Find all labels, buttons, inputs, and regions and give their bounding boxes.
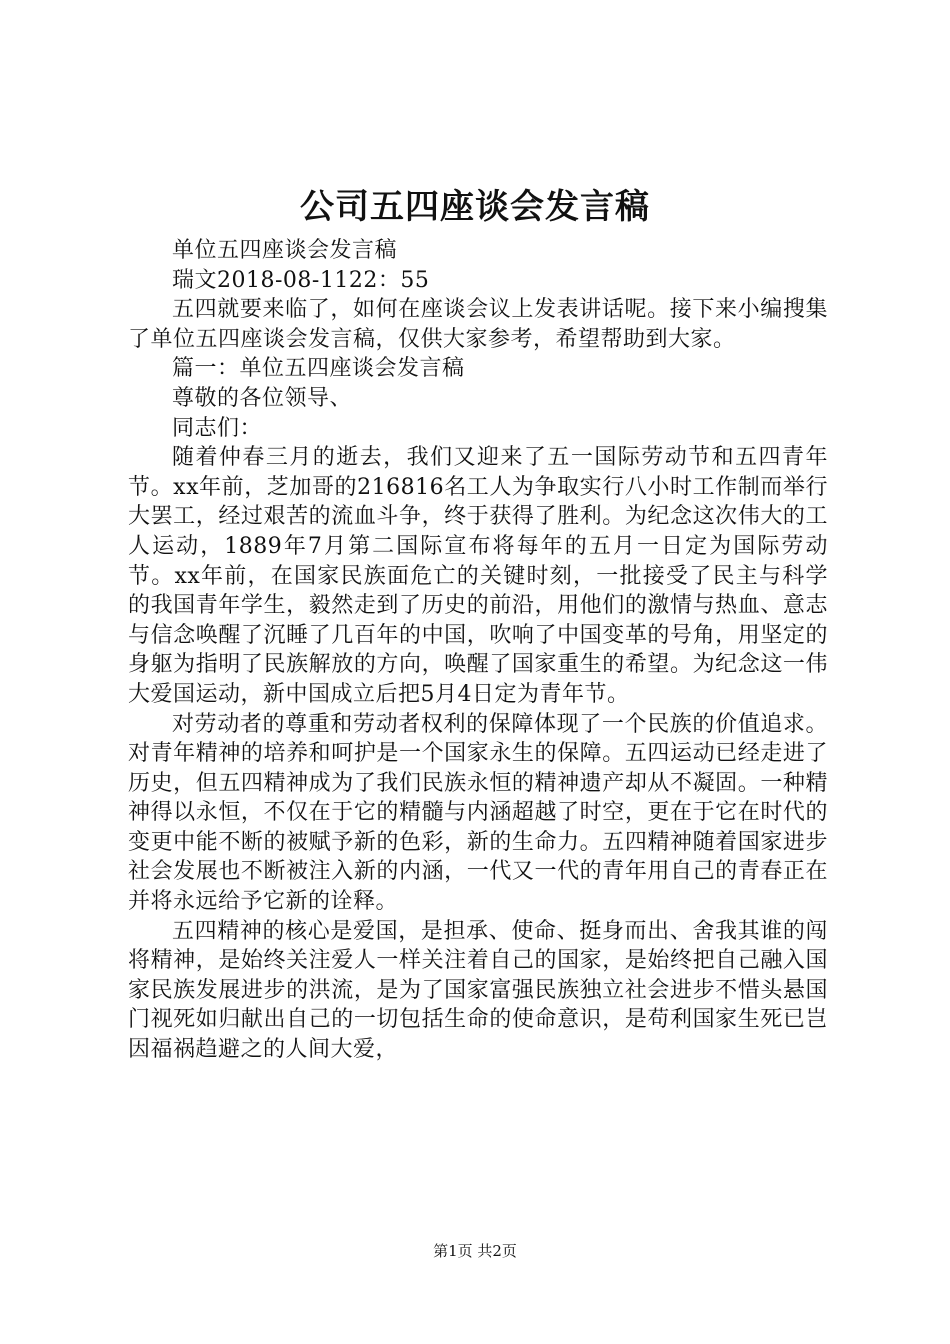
section-heading: 篇一：单位五四座谈会发言稿 xyxy=(172,356,465,382)
intro-paragraph: 五四就要来临了，如何在座谈会议上发表讲话呢。接下来小编搜集了单位五四座谈会发言稿，仅供大家参考，希望帮助到大家。 xyxy=(128,297,828,352)
page-number-footer: 第1页 共2页 xyxy=(433,1242,517,1260)
source-timestamp-line: 瑞文2018-08-1122：55 xyxy=(172,267,430,293)
body-paragraph: 五四精神的核心是爱国，是担承、使命、挺身而出、舍我其谁的闯将精神，是始终关注爱人一样关注着自己的国家，是始终把自己融入国家民族发展进步的洪流，是为了国家富强民族独立社会进步不惜头悬国门视死如归献出自己的一切包括生命的使命意识，是苟利国家生死已岂因福祸趋避之的人间大爱， xyxy=(128,918,828,1063)
body-paragraph: 随着仲春三月的逝去，我们又迎来了五一国际劳动节和五四青年节。xx年前，芝加哥的216816名工人为争取实行八小时工作制而举行大罢工，经过艰苦的流血斗争，终于获得了胜利。为纪念这次伟大的工人运动，1889年7月第二国际宣布将每年的五月一日定为国际劳动节。xx年前，在国家民族面危亡的关键时刻，一批接受了民主与科学的我国青年学生，毅然走到了历史的前沿，用他们的激情与热血、意志与信念唤醒了沉睡了几百年的中国，吹响了中国变革的号角，用坚定的身躯为指明了民族解放的方向，唤醒了国家重生的希望。为纪念这一伟大爱国运动，新中国成立后把5月4日定为青年节。 xyxy=(128,445,828,707)
document-title: 公司五四座谈会发言稿 xyxy=(300,187,650,227)
salutation-line: 同志们： xyxy=(172,415,263,441)
document-body xyxy=(128,236,828,1065)
body-paragraph: 对劳动者的尊重和劳动者权利的保障体现了一个民族的价值追求。对青年精神的培养和呵护是一个国家永生的保障。五四运动已经走进了历史，但五四精神成为了我们民族永恒的精神遗产却从不凝固。一种精神得以永恒，不仅在于它的精髓与内涵超越了时空，更在于它在时代的变更中能不断的被赋予新的色彩，新的生命力。五四精神随着国家进步社会发展也不断被注入新的内涵，一代又一代的青年用自己的青春正在并将永远给予它新的诠释。 xyxy=(128,711,828,915)
salutation-line: 尊敬的各位领导、 xyxy=(172,385,353,411)
subtitle-line: 单位五四座谈会发言稿 xyxy=(172,238,398,263)
